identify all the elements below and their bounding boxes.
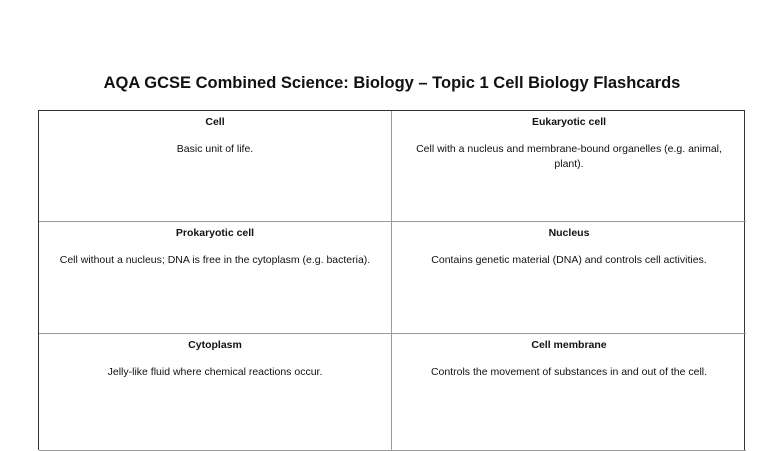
flashcard-cell-membrane bbox=[392, 334, 746, 451]
flashcard-definition: Cell without a nucleus; DNA is free in the cytoplasm (e.g. bacteria). bbox=[59, 254, 371, 266]
flashcard-term: Cytoplasm bbox=[188, 339, 242, 351]
flashcard-cytoplasm bbox=[39, 334, 392, 451]
flashcard-definition: Controls the movement of substances in and out of the cell. bbox=[430, 366, 708, 378]
flashcard-term: Eukaryotic cell bbox=[531, 116, 607, 128]
flashcard-definition: Cell with a nucleus and membrane-bound organelles (e.g. animal, plant). bbox=[416, 143, 722, 170]
flashcard-definition: Contains genetic material (DNA) and controls cell activities. bbox=[431, 254, 707, 266]
page-title: AQA GCSE Combined Science: Biology – Topic 1 Cell Biology Flashcards bbox=[103, 74, 681, 92]
flashcard-grid bbox=[38, 110, 745, 450]
flashcard-nucleus bbox=[392, 222, 746, 334]
flashcard-eukaryotic-cell bbox=[392, 111, 746, 222]
flashcard-cell bbox=[39, 111, 392, 222]
flashcard-term: Prokaryotic cell bbox=[175, 227, 255, 239]
flashcard-term: Cell membrane bbox=[531, 339, 607, 351]
flashcard-term: Nucleus bbox=[548, 227, 590, 239]
flashcard-definition: Basic unit of life. bbox=[176, 143, 254, 155]
flashcard-term: Cell bbox=[205, 116, 225, 128]
flashcard-prokaryotic-cell bbox=[39, 222, 392, 334]
flashcard-definition: Jelly-like fluid where chemical reactions occur. bbox=[107, 366, 323, 378]
